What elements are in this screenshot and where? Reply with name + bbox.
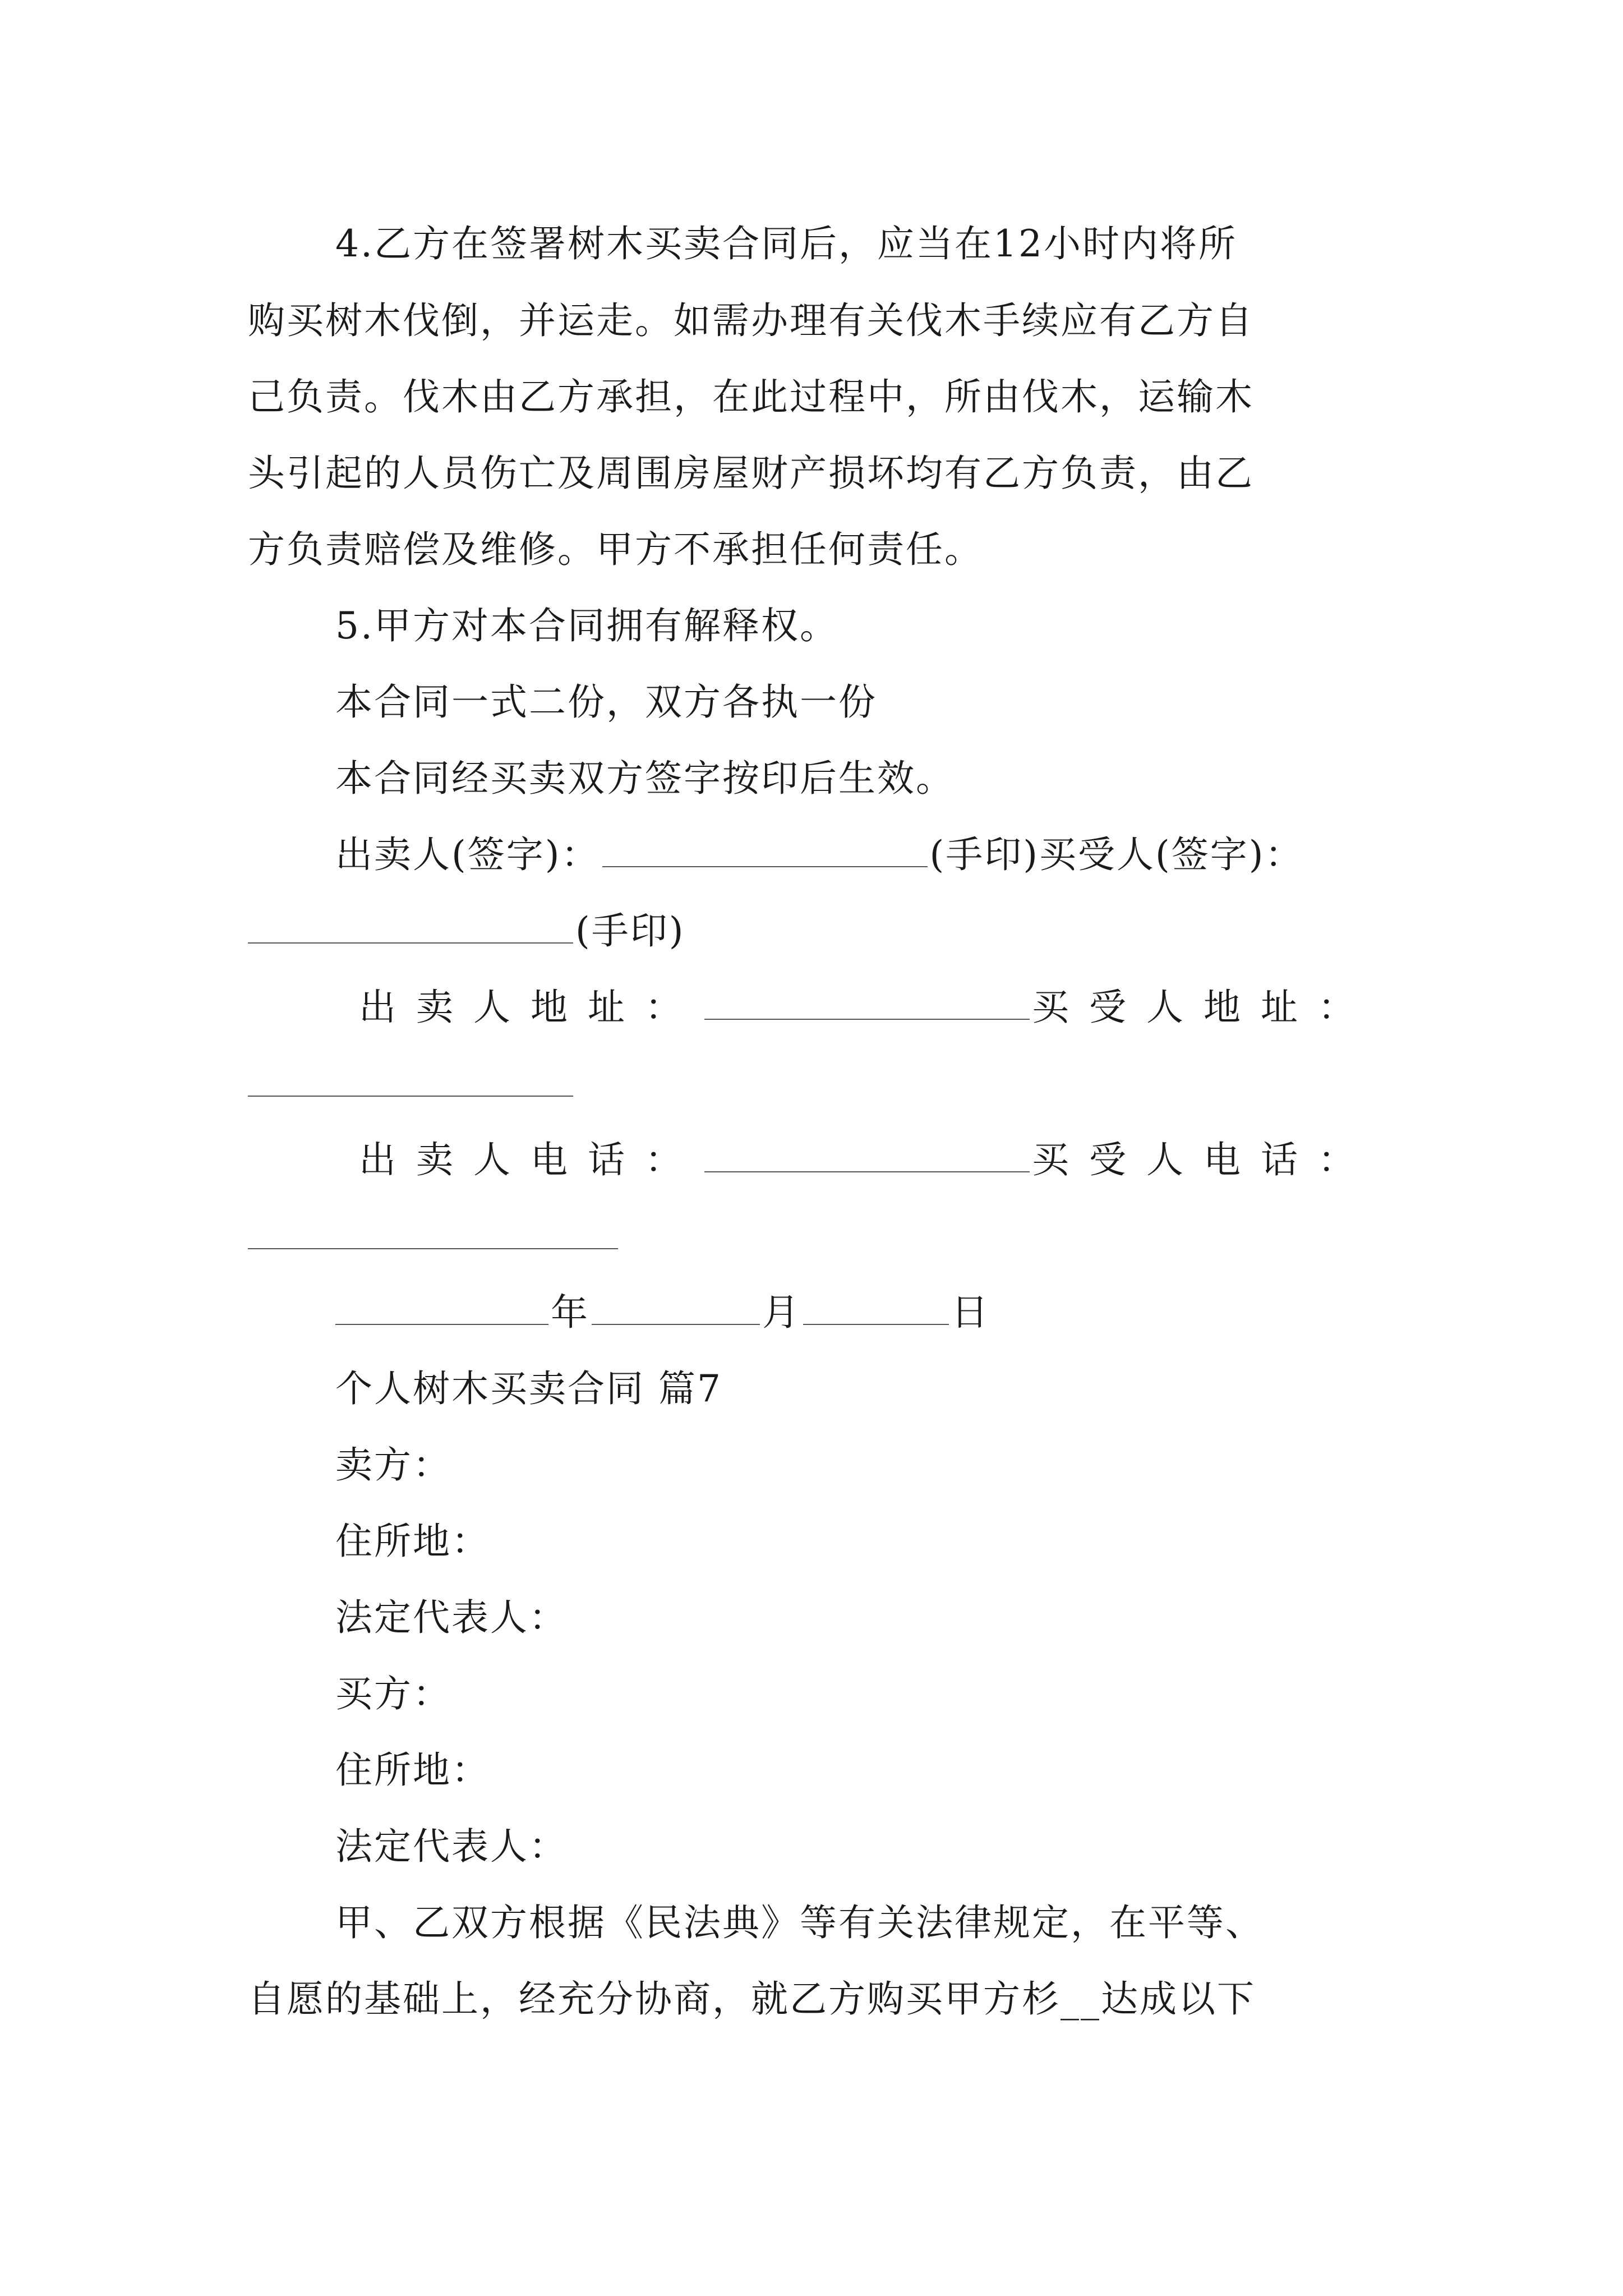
intro-line-2 bbox=[248, 1977, 1256, 2022]
signature-line-continued bbox=[248, 909, 685, 954]
day-blank bbox=[803, 1291, 949, 1325]
clause-4-line-4: 头引起的人员伤亡及周围房屋财产损坏均有乙方负责，由乙 bbox=[248, 452, 1254, 495]
seller-address-blank bbox=[704, 986, 1030, 1020]
clause-4-line-1: 4.乙方在签署树木买卖合同后，应当在12小时内将所 bbox=[335, 222, 1237, 265]
signature-line bbox=[335, 832, 1304, 877]
month-label: 月 bbox=[762, 1291, 801, 1334]
seller-address-label: 出卖人地址： bbox=[359, 986, 702, 1029]
copies-clause: 本合同一式二份，双方各执一份 bbox=[335, 680, 877, 724]
address-line bbox=[359, 985, 1375, 1030]
buyer-domicile-label: 住所地： bbox=[335, 1749, 490, 1792]
buyer-sign-blank bbox=[248, 910, 573, 944]
date-line bbox=[335, 1290, 990, 1335]
seller-representative-label: 法定代表人： bbox=[335, 1596, 568, 1639]
clause-4-line-3: 己负责。伐木由乙方承担，在此过程中，所由伐木，运输木 bbox=[248, 375, 1254, 418]
seller-domicile-label: 住所地： bbox=[335, 1520, 490, 1563]
handprint-label-1: (手印) bbox=[929, 833, 1039, 876]
handprint-label-2: (手印) bbox=[575, 909, 685, 953]
year-label: 年 bbox=[551, 1291, 589, 1334]
seller-sign-label: 出卖人(签字)： bbox=[335, 833, 600, 876]
buyer-address-blank bbox=[248, 1096, 573, 1097]
effective-clause: 本合同经买卖双方签字按印后生效。 bbox=[335, 757, 955, 800]
clause-4-line-5: 方负责赔偿及维修。甲方不承担任何责任。 bbox=[248, 528, 983, 571]
buyer-label: 买方： bbox=[335, 1672, 451, 1715]
intro-line-2-blank: __ bbox=[1061, 1977, 1101, 2021]
year-blank bbox=[335, 1291, 548, 1325]
buyer-sign-label: 买受人(签字)： bbox=[1039, 833, 1304, 876]
buyer-phone-label: 买受人电话： bbox=[1032, 1138, 1375, 1181]
buyer-address-label: 买受人地址： bbox=[1032, 986, 1375, 1029]
clause-5: 5.甲方对本合同拥有解释权。 bbox=[335, 604, 838, 647]
seller-phone-blank bbox=[704, 1139, 1030, 1172]
clause-4-line-2: 购买树木伐倒，并运走。如需办理有关伐木手续应有乙方自 bbox=[248, 299, 1254, 342]
seller-phone-label: 出卖人电话： bbox=[359, 1138, 702, 1181]
phone-line bbox=[359, 1138, 1375, 1182]
section-heading: 个人树木买卖合同 篇7 bbox=[335, 1367, 722, 1410]
intro-line-1: 甲、乙双方根据《民法典》等有关法律规定，在平等、 bbox=[335, 1901, 1264, 1944]
intro-line-2-end: 达成以下 bbox=[1101, 1977, 1256, 2021]
seller-sign-blank bbox=[602, 834, 928, 867]
buyer-phone-blank bbox=[248, 1248, 618, 1249]
seller-label: 卖方： bbox=[335, 1443, 451, 1487]
day-label: 日 bbox=[951, 1291, 990, 1334]
month-blank bbox=[592, 1291, 760, 1325]
intro-line-2-text: 自愿的基础上，经充分协商，就乙方购买甲方杉 bbox=[248, 1977, 1061, 2021]
buyer-representative-label: 法定代表人： bbox=[335, 1825, 568, 1868]
